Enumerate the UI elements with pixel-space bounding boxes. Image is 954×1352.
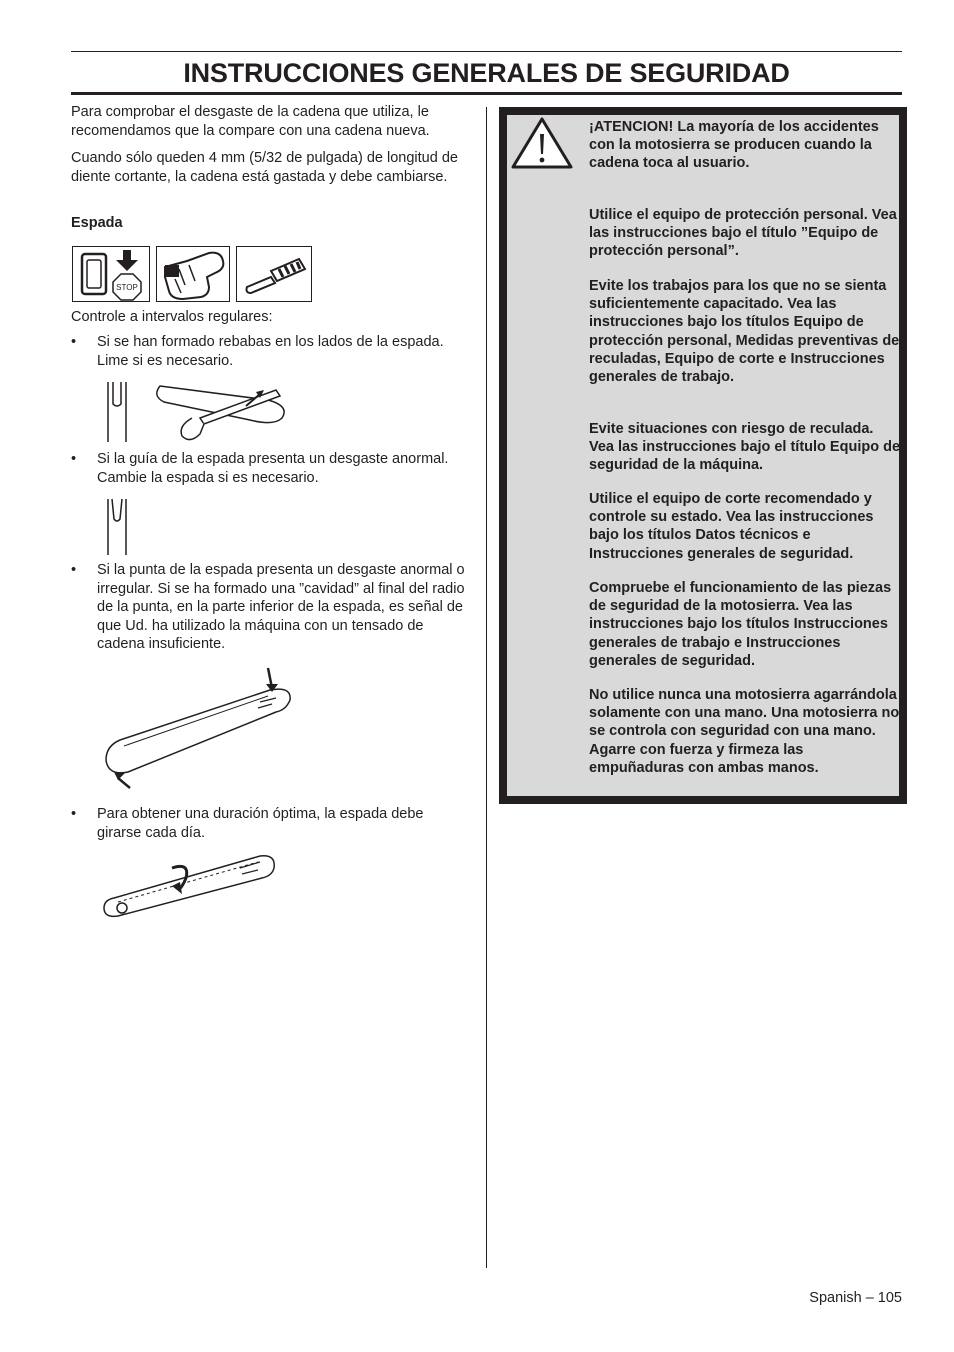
header-rule-bottom bbox=[71, 92, 902, 95]
page-title: INSTRUCCIONES GENERALES DE SEGURIDAD bbox=[183, 58, 790, 88]
bullet-marker: • bbox=[71, 806, 77, 822]
cleaning-brush-icon bbox=[236, 246, 312, 302]
header-rule-top bbox=[71, 51, 902, 52]
warning-paragraph: Evite los trabajos para los que no se sienta suficientemente capacitado. Vea las instrucciones bajo los títulos Equipo de protección personal, Medidas preventivas de reculadas, Equipo de corte e Instrucciones generales de trabajo. bbox=[589, 278, 900, 386]
bar-tip-wear-illustration bbox=[100, 660, 300, 790]
bullet-text: Si la guía de la espada presenta un desgaste anormal. Cambie la espada si es necesario. bbox=[97, 451, 449, 486]
warning-paragraph: No utilice nunca una motosierra agarrándola solamente con una mano. Una motosierra no se controla con seguridad con una mano. Agarre con fuerza y firmeza las empuñaduras con ambas manos. bbox=[589, 687, 900, 776]
bullet-marker: • bbox=[71, 334, 77, 350]
warning-paragraph: Utilice el equipo de protección personal. Vea las instrucciones bajo el título ”Equipo de protección personal”. bbox=[589, 207, 897, 260]
warning-paragraph: Utilice el equipo de corte recomendado y controle su estado. Vea las instrucciones bajo los títulos Datos técnicos e Instrucciones generales de seguridad. bbox=[589, 491, 874, 562]
bullet-text: Si la punta de la espada presenta un desgaste anormal o irregular. Si se ha formado una ”cavidad” al final del radio de la punta, en la parte inferior de la espada, es señal de que Ud. ha utilizado la máquina con un tensado de cadena insuficiente. bbox=[97, 562, 465, 652]
page-number: Spanish – 105 bbox=[809, 1290, 902, 1306]
intro-paragraph-1: Para comprobar el desgaste de la cadena que utiliza, le recomendamos que la compare con una cadena nueva. bbox=[71, 104, 430, 139]
intro-paragraph-2: Cuando sólo queden 4 mm (5/32 de pulgada) de longitud de diente cortante, la cadena está gastada y debe cambiarse. bbox=[71, 150, 458, 185]
svg-text:STOP: STOP bbox=[116, 283, 138, 292]
bullet-marker: • bbox=[71, 562, 77, 578]
warning-paragraph: Evite situaciones con riesgo de reculada. Vea las instrucciones bajo el título Equipo de seguridad de la máquina. bbox=[589, 421, 901, 474]
bar-groove-cross-section-illustration bbox=[100, 495, 140, 559]
protective-glove-icon bbox=[156, 246, 230, 302]
section-heading-espada: Espada bbox=[71, 215, 123, 231]
bar-rotation-illustration bbox=[100, 848, 280, 920]
bullet-text: Para obtener una duración óptima, la espada debe girarse cada día. bbox=[97, 806, 424, 841]
warning-triangle-icon bbox=[510, 116, 574, 175]
bullet-marker: • bbox=[71, 451, 77, 467]
control-intro-text: Controle a intervalos regulares: bbox=[71, 309, 273, 325]
warning-paragraph-attention: ¡ATENCION! La mayoría de los accidentes con la motosierra se producen cuando la cadena toca al usuario. bbox=[589, 119, 879, 172]
bar-burr-filing-illustration bbox=[100, 378, 300, 448]
stop-engine-icon bbox=[72, 246, 150, 302]
warning-paragraph: Compruebe el funcionamiento de las piezas de seguridad de la motosierra. Vea las instrucciones bajo los títulos Instrucciones generales de trabajo e Instrucciones generales de seguridad. bbox=[589, 580, 892, 669]
column-divider bbox=[486, 107, 487, 1268]
bullet-text: Si se han formado rebabas en los lados de la espada. Lime si es necesario. bbox=[97, 334, 444, 369]
